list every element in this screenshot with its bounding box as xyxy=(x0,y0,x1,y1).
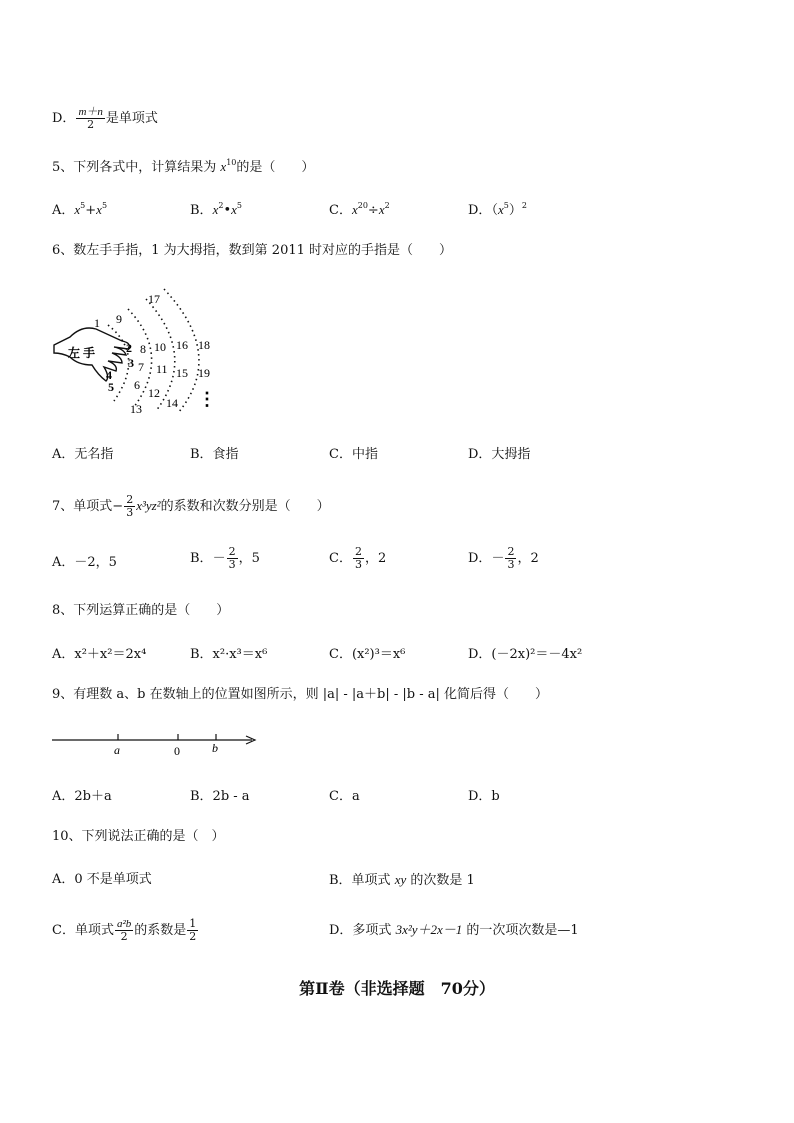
q4d-label: D． xyxy=(52,111,76,126)
q4d-frac-num: m＋n xyxy=(78,106,103,118)
q7-d-num: 2 xyxy=(507,545,515,558)
q5-d-e: 5 xyxy=(503,201,509,210)
q5-stem-b: 的是（ ） xyxy=(236,160,315,175)
q10-c-mid: 的系数是 xyxy=(134,923,187,938)
q9-stem: 9、有理数 a、b 在数轴上的位置如图所示，则 |a| - |a＋b| - |b - a| 化简后得（ ） xyxy=(52,687,549,702)
q4-option-d xyxy=(52,106,158,131)
finger-num-2: 2 xyxy=(126,341,132,355)
q7-stem xyxy=(52,494,330,519)
q9-option-a: A．2b＋a xyxy=(52,789,112,804)
q7-b-den: 3 xyxy=(228,558,236,571)
q7-c-frac xyxy=(353,546,364,571)
q10-d-post: 的一次项次数是—1 xyxy=(462,923,579,938)
q10-option-d xyxy=(329,921,579,940)
q5-c-op: ÷ xyxy=(367,203,379,218)
label-a: a xyxy=(114,743,120,757)
q5-d-label: D． xyxy=(468,203,492,218)
continuation-dots: ⋮ xyxy=(198,389,216,409)
q5-c-x2: x xyxy=(378,202,385,217)
q7-d-sign: － xyxy=(491,551,505,566)
finger-num-15: 15 xyxy=(176,366,188,380)
q7-stem-a: 7、单项式 xyxy=(52,499,113,514)
finger-num-14: 14 xyxy=(166,396,178,410)
q5-b-label: B． xyxy=(190,203,213,218)
q7-b-tail: ，5 xyxy=(238,551,260,566)
q9-option-b: B．2b - a xyxy=(190,789,250,804)
finger-num-13: 13 xyxy=(130,402,142,416)
finger-num-9: 9 xyxy=(116,312,122,326)
q5-option-d xyxy=(468,201,527,220)
q5-a-label: A． xyxy=(52,203,75,218)
q7-d-frac xyxy=(505,546,516,571)
q8-option-c: C．(x²)³＝x⁶ xyxy=(329,647,406,662)
q7-option-c xyxy=(329,546,386,571)
q5-d-x: x xyxy=(497,202,504,217)
section-title: 第Ⅱ卷（非选择题 70分） xyxy=(299,979,495,998)
q4d-text: 是单项式 xyxy=(105,111,158,126)
q5-a-op: + xyxy=(85,203,97,218)
q5-stem xyxy=(52,158,314,177)
q7-stem-den: 3 xyxy=(126,506,134,519)
q5-d-outer-exp: 2 xyxy=(521,201,527,210)
finger-num-16: 16 xyxy=(176,338,188,352)
q5-option-a xyxy=(52,201,107,220)
finger-num-18: 18 xyxy=(198,338,210,352)
q5-c-label: C． xyxy=(329,203,352,218)
q7-d-label: D． xyxy=(468,551,492,566)
q5-c-x1: x xyxy=(351,202,358,217)
finger-num-1: 1 xyxy=(94,316,100,330)
finger-num-11: 11 xyxy=(156,362,168,376)
label-0: 0 xyxy=(174,744,180,758)
q7-b-num: 2 xyxy=(228,545,236,558)
q7-stem-num: 2 xyxy=(126,493,134,506)
number-line xyxy=(50,730,270,758)
q7-c-label: C． xyxy=(329,551,352,566)
hand-label: 左 手 xyxy=(68,346,96,360)
q6-option-d: D．大拇指 xyxy=(468,447,531,462)
q10-c-frac xyxy=(115,918,133,943)
q7-option-b xyxy=(190,546,260,571)
q10-stem: 10、下列说法正确的是（ ） xyxy=(52,829,225,844)
q6-option-b: B．食指 xyxy=(190,447,239,462)
q7-c-den: 3 xyxy=(354,558,362,571)
q5-a-e2: 5 xyxy=(101,201,108,210)
q10-c-den: 2 xyxy=(120,930,128,943)
q10-b-var: xy xyxy=(394,872,407,887)
q10-d-poly: 3x²y＋2x－1 xyxy=(395,922,463,937)
q5-b-op: • xyxy=(223,203,232,218)
q5-d-open: （ xyxy=(491,203,498,218)
q6-option-a: A．无名指 xyxy=(52,447,114,462)
finger-num-4: 4 xyxy=(106,368,112,382)
q6-option-c: C．中指 xyxy=(329,447,378,462)
q8-option-d: D．(－2x)²＝－4x² xyxy=(468,647,583,662)
q5-b-x1: x xyxy=(212,202,219,217)
q5-stem-a: 5、下列各式中，计算结果为 xyxy=(52,160,221,175)
q8-option-b: B．x²·x³＝x⁶ xyxy=(190,647,268,662)
finger-num-3: 3 xyxy=(128,356,134,370)
q7-c-tail: ，2 xyxy=(364,551,387,566)
q10-d-pre: D．多项式 xyxy=(329,923,396,938)
q6-stem: 6、数左手手指，1 为大拇指，数到第 2011 时对应的手指是（ ） xyxy=(52,243,453,258)
q5-stem-var: x xyxy=(220,159,227,174)
q10-c-pre: C．单项式 xyxy=(52,923,114,938)
q5-b-e2: 5 xyxy=(236,201,242,210)
label-b: b xyxy=(212,741,218,755)
q5-b-e1: 2 xyxy=(218,201,224,210)
q4d-frac-den: 2 xyxy=(87,118,95,131)
q5-a-e1: 5 xyxy=(80,201,86,210)
q7-b-label: B． xyxy=(190,551,213,566)
q7-stem-sign: − xyxy=(112,499,124,514)
q7-d-tail: ，2 xyxy=(517,551,539,566)
finger-num-19: 19 xyxy=(198,366,210,380)
q10-b-pre: B．单项式 xyxy=(329,873,395,888)
q9-option-c: C．a xyxy=(329,789,360,804)
q5-c-e1: 20 xyxy=(357,201,368,210)
q8-option-a: A．x²＋x²＝2x⁴ xyxy=(52,647,147,662)
q10-c-fden: 2 xyxy=(189,930,197,943)
q9-option-d: D．b xyxy=(468,789,500,804)
q10-c-coef-frac xyxy=(187,918,198,943)
q5-stem-exp: 10 xyxy=(226,158,237,167)
finger-num-10: 10 xyxy=(154,340,166,354)
q4d-fraction xyxy=(76,106,104,131)
q5-b-x2: x xyxy=(231,202,237,217)
q5-d-close: ） xyxy=(508,203,522,218)
q7-option-d xyxy=(468,546,539,571)
q10-b-post: 的次数是 1 xyxy=(406,873,475,888)
q7-b-frac xyxy=(227,546,238,571)
finger-num-8: 8 xyxy=(140,342,146,356)
finger-num-12: 12 xyxy=(148,386,160,400)
q7-c-num: 2 xyxy=(354,545,362,558)
q5-c-e2: 2 xyxy=(384,201,390,210)
q5-a-x2: x xyxy=(96,202,102,217)
finger-num-7: 7 xyxy=(138,360,144,374)
q10-c-fnum: 1 xyxy=(189,917,197,930)
q10-option-c xyxy=(52,918,199,943)
q7-b-sign: － xyxy=(212,551,226,566)
finger-num-5: 5 xyxy=(108,380,114,394)
q7-stem-frac xyxy=(124,494,135,519)
q5-option-c xyxy=(329,201,390,220)
q7-d-den: 3 xyxy=(507,558,515,571)
finger-counting-figure xyxy=(48,285,228,425)
q10-option-b xyxy=(329,871,475,890)
q8-stem: 8、下列运算正确的是（ ） xyxy=(52,603,230,618)
finger-num-6: 6 xyxy=(134,378,140,392)
q7-stem-b: 的系数和次数分别是（ ） xyxy=(160,499,330,514)
q5-option-b xyxy=(190,201,242,220)
finger-num-17: 17 xyxy=(148,292,160,306)
q10-c-num: a²b xyxy=(116,918,132,930)
q7-option-a: A．－2，5 xyxy=(52,555,117,570)
q7-stem-mono: x³yz² xyxy=(136,498,161,513)
q5-a-x1: x xyxy=(74,202,81,217)
q10-option-a: A．0 不是单项式 xyxy=(52,872,152,887)
